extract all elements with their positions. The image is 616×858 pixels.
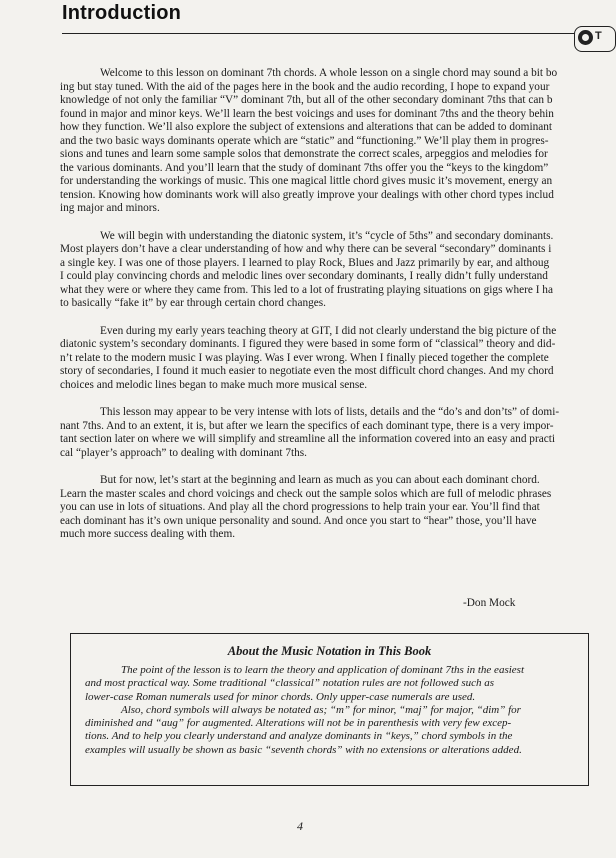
text-line: Most players don’t have a clear understanding of how and why there can be several “secondary” dominants i <box>60 243 552 255</box>
text-line: much more success dealing with them. <box>60 528 236 540</box>
text-line: n’t relate to the modern music I was playing. Was I ever wrong. When I finally pieced together the complete <box>60 351 549 364</box>
text-line: and the two basic ways dominants operate which are “static” and “functioning.” We’ll play them in progres- <box>60 134 549 147</box>
text-line: tension. Knowing how dominants work will also greatly improve your dealings with other chord types includ <box>60 188 554 201</box>
text-line: ing major and minors. <box>60 202 160 214</box>
text-line: sions and tunes and learn some sample solos that demonstrate the correct scales, arpeggios and melodies for <box>60 148 548 160</box>
text-line: Welcome to this lesson on dominant 7th chords. A whole lesson on a single chord may sound a bit bo <box>100 67 558 79</box>
text-line: cal “player’s approach” to dealing with dominant 7ths. <box>60 446 307 459</box>
text-line: But for now, let’s start at the beginning and learn as much as you can about each dominant chord. <box>100 474 540 486</box>
title-rule <box>62 33 580 34</box>
paragraph-4 <box>60 406 610 460</box>
text-line: nant 7ths. And to an extent, it is, but after we learn the specifics of each dominant type, there is a very impor- <box>60 419 554 432</box>
chapter-tab-letter: T <box>595 30 602 42</box>
text-line: lower-case Roman numerals used for minor chords. Only upper-case numerals are used. <box>85 690 476 703</box>
text-line: Even during my early years teaching theory at GIT, I did not clearly understand the big picture of the <box>100 324 557 337</box>
text-line: tions. And to help you clearly understand and analyze dominants in “keys,” chord symbols in the <box>85 730 513 743</box>
text-line: tant section later on where we will simplify and streamline all the information covered into an easy and practi <box>60 433 556 445</box>
text-line: This lesson may appear to be very intense with lots of lists, details and the “do’s and don’ts” of domi- <box>100 406 560 418</box>
text-line: to basically “fake it” by ear through certain chord changes. <box>60 297 326 309</box>
notation-box-text <box>85 664 590 757</box>
author-signature: -Don Mock <box>463 597 516 609</box>
text-line: examples will usually be shown as basic “seventh chords” with no extensions or alterations added. <box>85 743 522 756</box>
text-line: the various dominants. And you’ll learn that the study of dominant 7ths offer you the “keys to the kingdom” <box>60 161 549 174</box>
text-line: choices and melodic lines began to make much more musical sense. <box>60 378 368 391</box>
text-line: and most practical way. Some traditional “classical” notation rules are not followed such as <box>85 677 495 690</box>
paragraph-5 <box>60 474 610 542</box>
text-line: Learn the master scales and chord voicings and check out the sample solos which are full of melodic phrases <box>60 487 552 500</box>
chapter-tab <box>574 26 616 52</box>
text-line: We will begin with understanding the diatonic system, it’s “cycle of 5ths” and secondary dominants. <box>100 229 554 242</box>
cd-track-icon <box>578 30 593 45</box>
text-line: ing but stay tuned. With the aid of the pages here in the book and the audio recording, I hope to expand your <box>60 80 550 93</box>
paragraph-3 <box>60 325 610 393</box>
page-number: 4 <box>297 819 303 833</box>
text-line: I could play convincing chords and melodic lines over secondary dominants, I really didn’t fully understand <box>60 270 548 282</box>
text-line: you can use in lots of situations. And play all the chord progressions to help train your ear. You’ll find that <box>60 501 540 513</box>
text-line: a single key. I was one of those players. I learned to play Rock, Blues and Jazz primarily by ear, and althoug <box>60 256 550 269</box>
intro-body <box>60 67 610 556</box>
text-line: Also, chord symbols will always be notated as; “m” for minor, “maj” for major, “dim” for <box>121 703 521 716</box>
text-line: each dominant has it’s own unique personality and sound. And once you start to “hear” those, you’ll have <box>60 514 537 527</box>
text-line: story of secondaries, I found it much easier to negotiate even the most difficult chord changes. And my chord <box>60 365 554 377</box>
text-line: knowledge of not only the familiar “V” dominant 7th, but all of the other secondary dominant 7ths that can b <box>60 94 553 106</box>
paragraph-2 <box>60 230 610 311</box>
text-line: diminished and “aug” for augmented. Alterations will not be in parenthesis with very few excep- <box>85 717 512 730</box>
text-line: what they were or where they came from. This led to a lot of frustrating playing situations on gigs where I ha <box>60 283 553 296</box>
text-line: for understanding the workings of music. This one magical little chord gives music it’s movement, energy an <box>60 175 553 187</box>
text-line: The point of the lesson is to learn the theory and application of dominant 7ths in the easiest <box>121 664 524 676</box>
text-line: found in major and minor keys. We’ll learn the best voicings and uses for dominant 7ths and the theory behin <box>60 107 554 120</box>
page-title: Introduction <box>62 2 182 24</box>
text-line: diatonic system’s secondary dominants. I figured they were based in some form of “classical” theory and did- <box>60 338 556 350</box>
paragraph-1 <box>60 67 610 216</box>
text-line: how they function. We’ll also explore the subject of extensions and alterations that can be added to dominant <box>60 121 553 133</box>
notation-box <box>70 633 589 786</box>
notation-box-title: About the Music Notation in This Book <box>227 644 432 658</box>
